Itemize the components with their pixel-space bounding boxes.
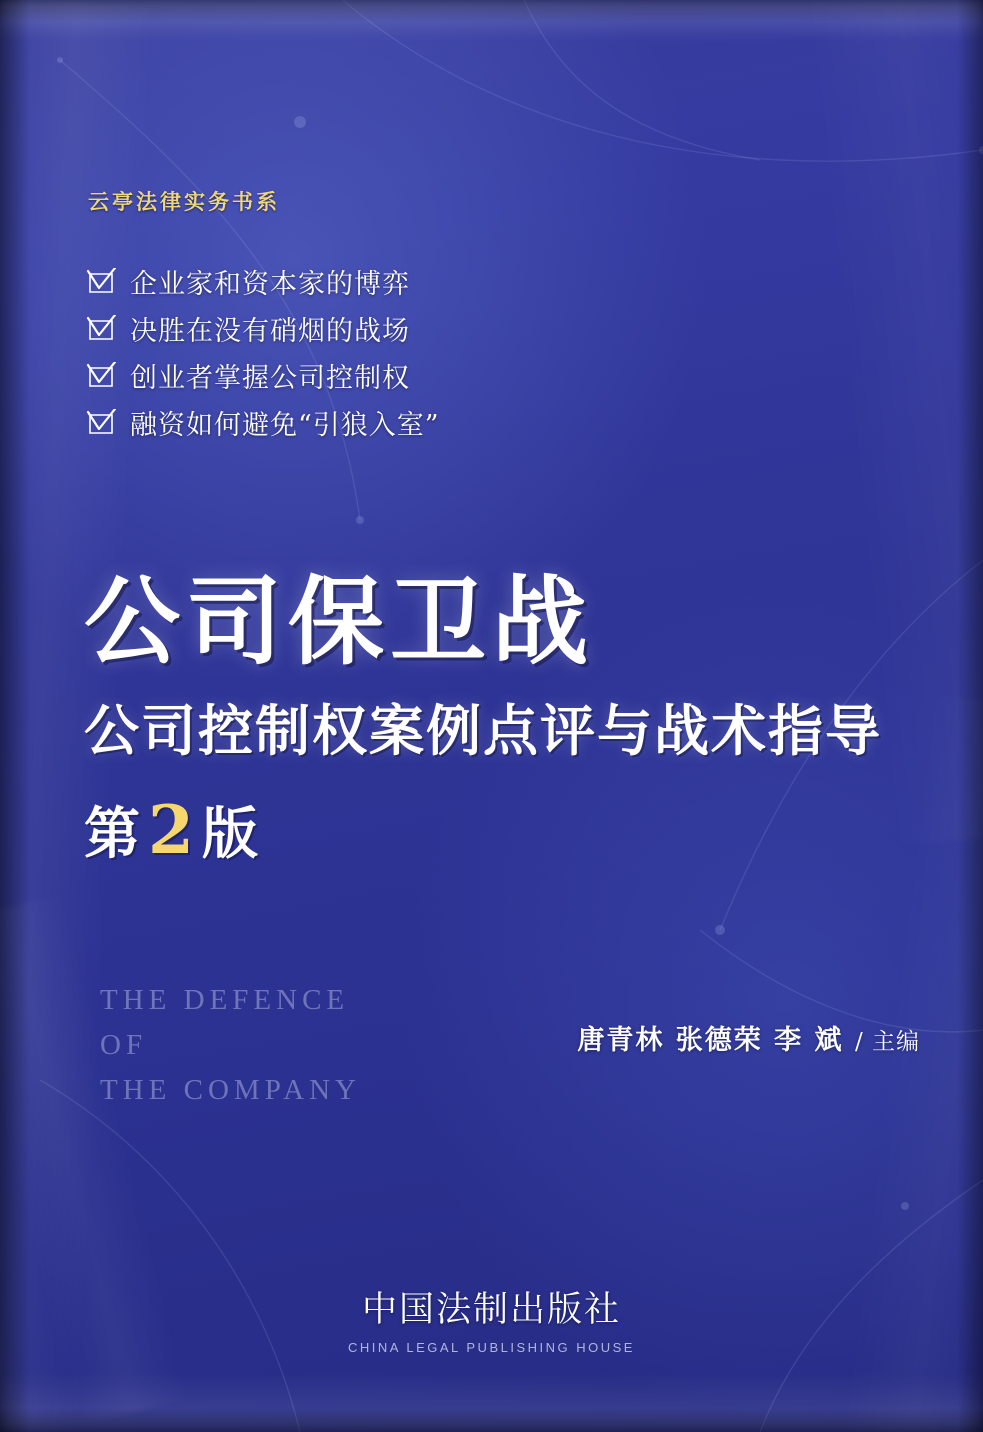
- checkbox-tick-icon: [86, 362, 116, 392]
- english-title: [100, 978, 361, 1113]
- bullet-list: [86, 258, 646, 446]
- list-item: [86, 305, 646, 352]
- list-item-label: 决胜在没有硝烟的战场: [130, 316, 410, 347]
- list-item: [86, 399, 646, 446]
- edition-number: 2: [148, 790, 196, 869]
- checkbox-tick-icon: [86, 409, 116, 439]
- edition-label: [84, 790, 924, 870]
- series-label: 云亭法律实务书系: [88, 189, 280, 214]
- english-title-line-3: THE COMPANY: [100, 1073, 361, 1106]
- list-item-label: 企业家和资本家的博弈: [130, 269, 410, 300]
- authors-names: 唐青林 张德荣 李 斌: [577, 1025, 844, 1056]
- checkbox-tick-icon: [86, 268, 116, 298]
- publisher-name-en: CHINA LEGAL PUBLISHING HOUSE: [348, 1340, 635, 1355]
- edition-suffix: 版: [201, 800, 260, 867]
- title-block: [84, 565, 924, 870]
- list-item-label: 融资如何避免“引狼入室”: [130, 410, 440, 441]
- page-title: 公司保卫战: [84, 565, 594, 678]
- list-item: [86, 258, 646, 305]
- edition-prefix: 第: [84, 800, 142, 867]
- publisher-name-cn: 中国法制出版社: [361, 1290, 621, 1330]
- english-title-line-2: OF: [100, 1028, 148, 1061]
- authors: [530, 1018, 920, 1057]
- publisher: [0, 1282, 983, 1355]
- list-item-label: 创业者掌握公司控制权: [130, 363, 410, 394]
- checkbox-tick-icon: [86, 315, 116, 345]
- english-title-line-1: THE DEFENCE: [100, 984, 350, 1016]
- authors-role: / 主编: [854, 1029, 920, 1055]
- page-subtitle: 公司控制权案例点评与战术指导: [84, 697, 883, 763]
- list-item: [86, 352, 646, 399]
